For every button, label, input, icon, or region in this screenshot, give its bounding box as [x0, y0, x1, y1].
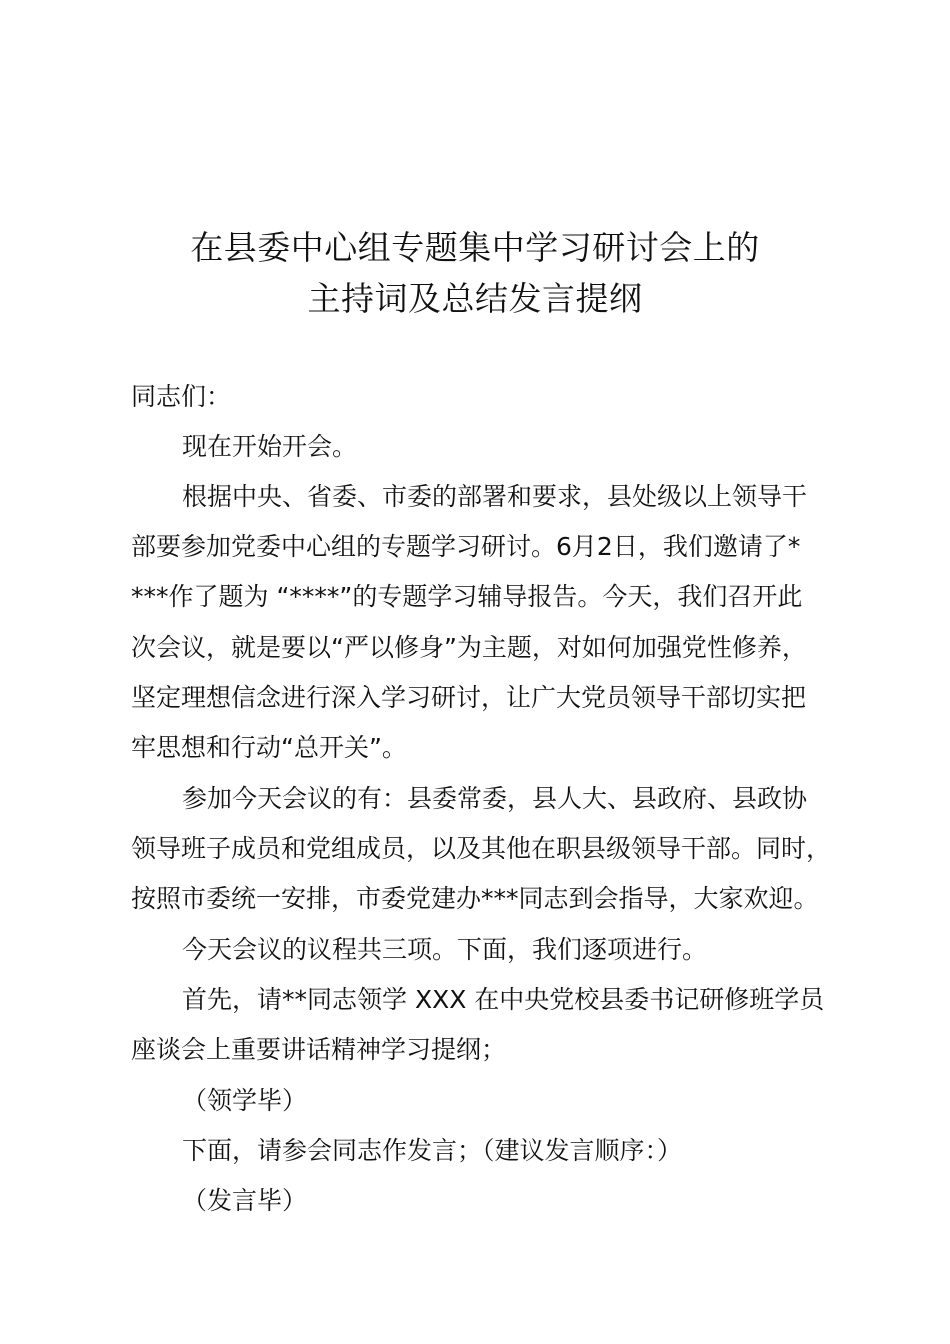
- document-title-line-2: 主持词及总结发言提纲: [307, 279, 643, 318]
- paragraph-line: 次会议，就是要以“严以修身”为主题，对如何加强党性修养，: [131, 633, 807, 662]
- paragraph-line: 参加今天会议的有：县委常委，县人大、县政府、县政协: [182, 784, 808, 813]
- paragraph-line: 部要参加党委中心组的专题学习研讨。6月2日，我们邀请了*: [131, 532, 801, 561]
- paragraph-line: 下面，请参会同志作发言；（建议发言顺序：）: [182, 1136, 683, 1165]
- paragraph-line: 今天会议的议程共三项。下面，我们逐项进行。: [182, 935, 708, 964]
- paragraph-line: （发言毕）: [182, 1186, 308, 1215]
- paragraph-line: 牢思想和行动“总开关”。: [131, 733, 407, 762]
- salutation: 同志们：: [131, 382, 232, 411]
- paragraph-line: ***作了题为 “****”的专题学习辅导报告。今天，我们召开此: [131, 582, 803, 611]
- paragraph-line: 按照市委统一安排，市委党建办***同志到会指导，大家欢迎。: [131, 884, 819, 913]
- document-title-line-1: 在县委中心组专题集中学习研讨会上的: [190, 228, 760, 267]
- paragraph-line: （领学毕）: [182, 1086, 308, 1115]
- paragraph-line: 领导班子成员和党组成员，以及其他在职县级领导干部。同时，: [131, 834, 832, 863]
- paragraph-line: 座谈会上重要讲话精神学习提纲；: [131, 1035, 507, 1064]
- paragraph-line: 根据中央、省委、市委的部署和要求，县处级以上领导干: [182, 482, 808, 511]
- paragraph-line: 坚定理想信念进行深入学习研讨，让广大党员领导干部切实把: [131, 683, 807, 712]
- paragraph-line: 现在开始开会。: [182, 432, 358, 461]
- paragraph-line: 首先，请**同志领学 XXX 在中央党校县委书记研修班学员: [182, 985, 825, 1014]
